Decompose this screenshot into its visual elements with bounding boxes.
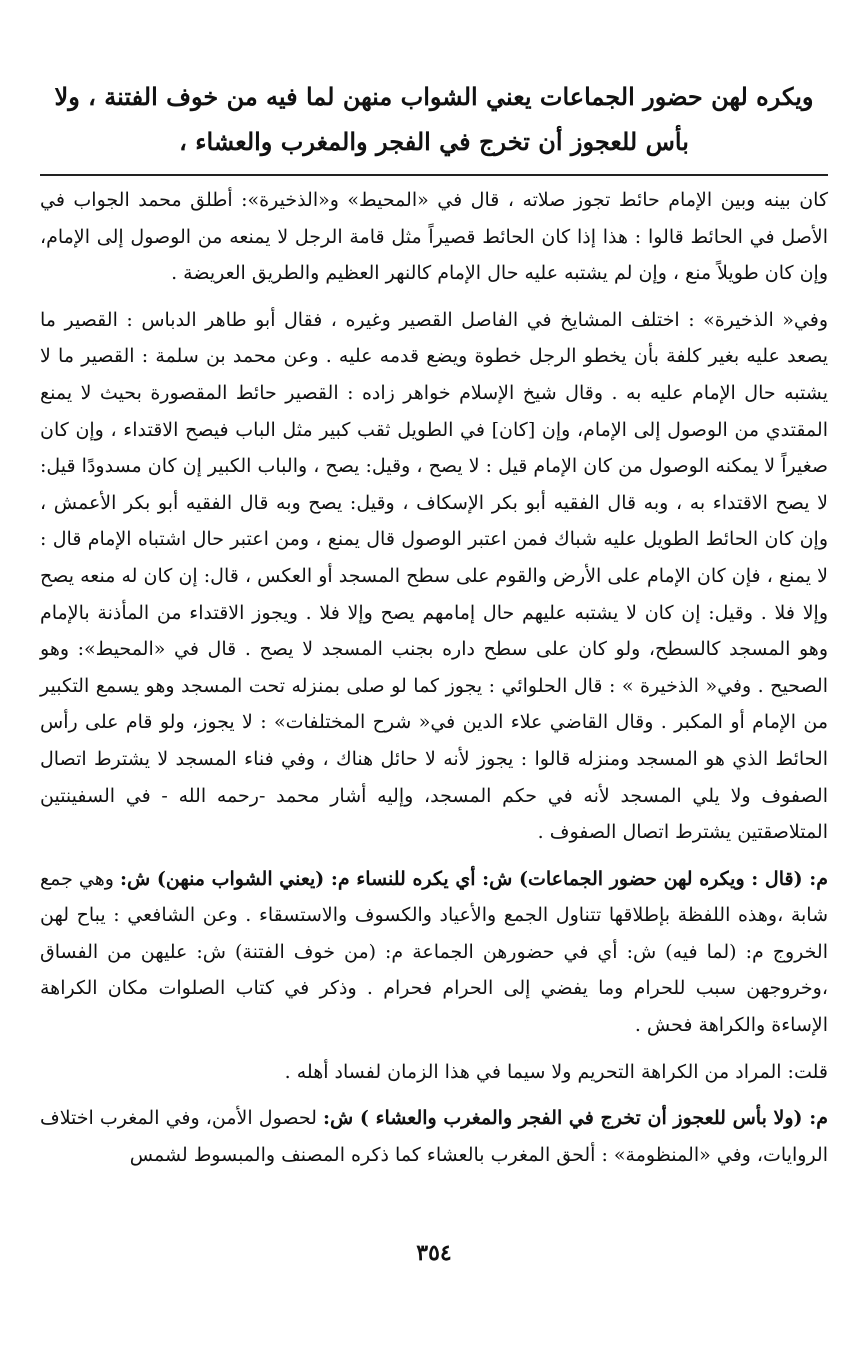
commentary-body [40,182,828,1173]
paragraph-2: وفي« الذخيرة» : اختلف المشايخ في الفاصل القصير وغيره ، فقال أبو طاهر الدباس : القصير ما يصعد عليه بغير كلفة بأن يخطو الرجل خطوة ويضع قدمه عليه . وعن محمد بن سلمة : القصير ما لا يشتبه حال الإمام عليه به . وقال شيخ الإسلام خواهر زاده : القصير حائط المقصورة بحيث لا يمنع المقتدي من الوصول إلى الإمام، وإن [كان] في الطويل ثقب كبير مثل الباب فيصح الاقتداء ، وإن كان صغيراً لا يمكنه الوصول من كان الإمام قيل : لا يصح ، وقيل: يصح ، والباب الكبير إن كان مسدودًا قيل: لا يصح الاقتداء به ، وبه قال الفقيه أبو بكر الإسكاف ، وقيل: يصح وبه قال الفقيه أبو بكر الأعمش ، وإن كان الحائط الطويل عليه شباك فمن اعتبر الوصول قال يمنع ، ومن اعتبر حال اشتباه الإمام قال : لا يمنع ، فإن كان الإمام على الأرض والقوم على سطح المسجد أو العكس ، قال: إن كان له منعه يصح وإلا فلا . وقيل: إن كان لا يشتبه عليهم حال إمامهم يصح وإلا فلا . ويجوز الاقتداء من المأذنة بالإمام وهو المسجد كالسطح، ولو كان على سطح داره بجنب المسجد لا يصح . قال في «المحيط»: وهو الصحيح . وفي« الذخيرة » : قال الحلوائي : يجوز كما لو صلى بمنزله تحت المسجد وهو يسمع التكبير من الإمام أو المكبر . وقال القاضي علاء الدين في« شرح المختلفات» : لا يجوز، ولو قام على رأس الحائط الذي هو المسجد ومنزله قالوا : يجوز لأنه لا حائل هناك ، وفي فناء المسجد لا يشترط اتصال الصفوف ولا يلي المسجد لأنه في حكم المسجد، وإليه أشار محمد -رحمه الله - في السفينتين المتلاصقتين يشترط اتصال الصفوف . [40,308,829,844]
paragraph-1: كان بينه وبين الإمام حائط تجوز صلاته ، قال في «المحيط» و«الذخيرة»: أطلق محمد الجواب في الأصل في الحائط قالوا : هذا إذا كان الحائط قصيراً مثل قامة الرجل لا يمنعه من الوصول إلى الإمام، وإن كان طويلاً منع ، وإن لم يشتبه عليه حال الإمام كالنهر العظيم والطريق العريضة . [40,189,828,285]
paragraph-3 [40,861,828,1044]
paragraph-5-matn: م: (ولا بأس للعجوز أن تخرج في الفجر والمغرب والعشاء ) ش: [323,1107,828,1130]
paragraph-3-sharh: وهي جمع شابة ،وهذه اللفظة بإطلاقها تتناول الجمع والأعياد والكسوف والاستسقاء . وعن الشافعي : يباح لهن الخروج م: (لما فيه) ش: أي في حضورهن الجماعة م: (من خوف الفتنة) ش: عليهن من الفساق ،وخروجهن سبب للحرام وما يفضي إلى الحرام فحرام . وذكر في كتاب الصلوات مكان الكراهة الإساءة والكراهة فحش . [40,867,828,1037]
main-text-header: ويكره لهن حضور الجماعات يعني الشواب منهن لما فيه من خوف الفتنة ، ولا بأس للعجوز أن تخرج في الفجر والمغرب والعشاء ، [54,82,814,156]
paragraph-3-matn: م: (قال : ويكره لهن حضور الجماعات) ش: أي يكره للنساء م: (يعني الشواب منهن) ش: [120,867,828,890]
header-divider [40,174,828,176]
paragraph-5 [40,1100,828,1173]
page-number: ٣٥٤ [416,1240,452,1266]
paragraph-4: قلت: المراد من الكراهة التحريم ولا سيما في هذا الزمان لفساد أهله . [284,1060,828,1083]
book-page [40,60,828,1372]
paragraph-5-sharh: لحصول الأمن، وفي المغرب اختلاف الروايات، وفي «المنظومة» : ألحق المغرب بالعشاء كما ذكره المصنف والمبسوط لشمس [40,1107,828,1166]
